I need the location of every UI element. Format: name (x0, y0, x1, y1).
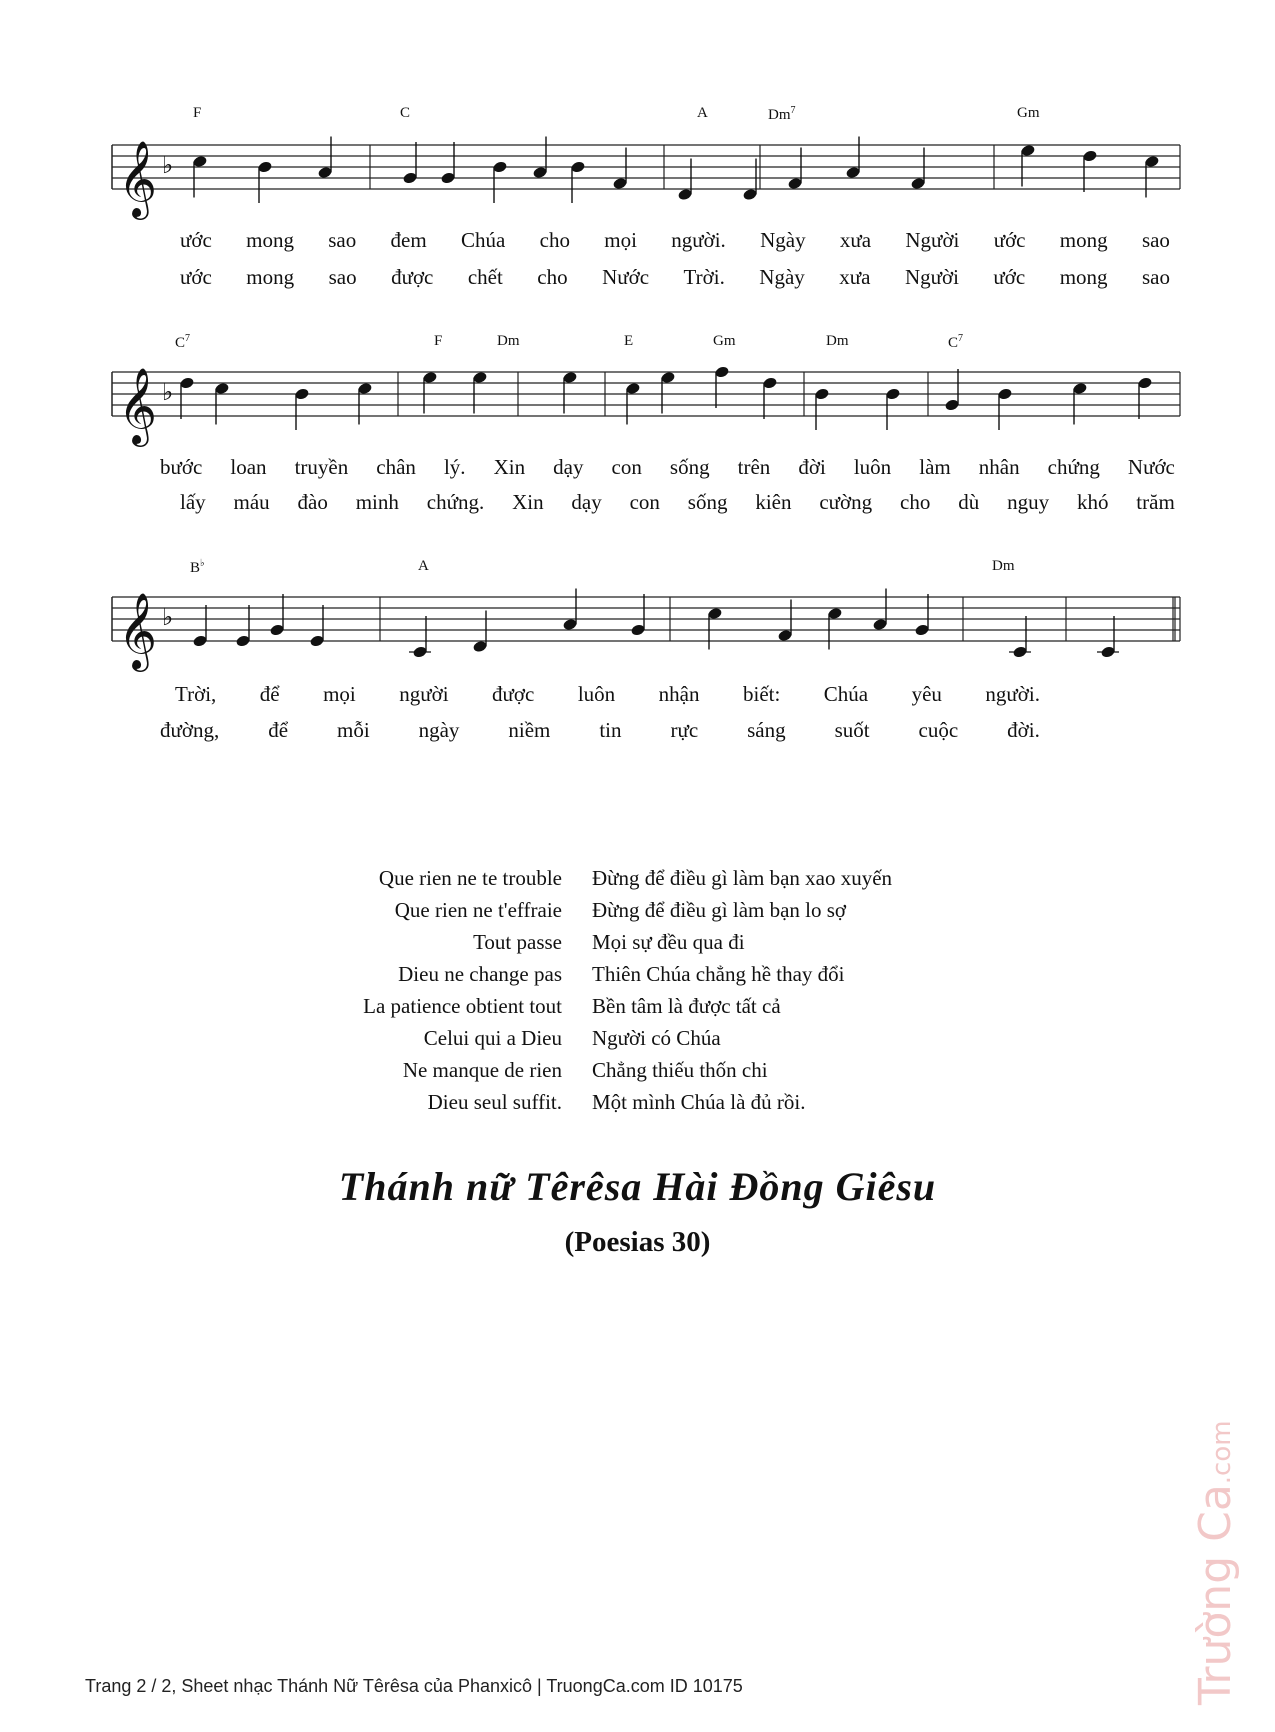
lyric-syllable: người (399, 682, 449, 706)
lyric-syllable: mong (246, 228, 294, 252)
lyric-syllable: Xin (493, 455, 526, 479)
watermark-logo (1190, 1420, 1241, 1705)
lyric-line (160, 455, 1175, 480)
poem-row (300, 1022, 1000, 1054)
lyric-syllable: mọi (604, 228, 637, 252)
lyric-syllable: xưa (839, 228, 872, 252)
lyric-syllable: Ngày (760, 228, 806, 252)
lyric-syllable: cho (537, 265, 568, 289)
poem-row (300, 862, 1000, 894)
poem-french-line: Tout passe (473, 930, 562, 954)
chord-symbol: B♭ (190, 558, 205, 576)
lyric-syllable: Chúa (823, 682, 869, 706)
lyric-syllable: mong (1059, 265, 1108, 289)
lyric-syllable: con (611, 455, 642, 479)
lyric-syllable: Ngày (759, 265, 805, 289)
chord-symbol: F (434, 333, 443, 349)
chord-symbol: Gm (713, 333, 736, 349)
lyric-syllable: tin (599, 718, 622, 742)
lyric-syllable: Người (904, 265, 959, 289)
lyric-syllable: trên (737, 455, 771, 479)
chord-symbol: Dm (992, 558, 1015, 574)
lyric-line (160, 718, 1040, 743)
lyric-syllable: chân (376, 455, 416, 479)
lyric-syllable: cuộc (918, 718, 959, 742)
poem-vietnamese-line: Thiên Chúa chẳng hề thay đổi (592, 962, 845, 986)
lyric-syllable: Chúa (461, 228, 506, 252)
poem-vietnamese-line: Đừng để điều gì làm bạn lo sợ (592, 898, 847, 922)
lyric-syllable: được (492, 682, 535, 706)
lyric-line (180, 228, 1170, 253)
lyric-syllable: người. (671, 228, 726, 252)
lyric-line (180, 490, 1175, 515)
lyric-syllable: để (268, 718, 289, 742)
lyric-syllable: rực (670, 718, 699, 742)
poem-french-line: Dieu seul suffit. (427, 1090, 562, 1114)
lyric-syllable: để (259, 682, 280, 706)
lyric-syllable: kiên (755, 490, 792, 514)
lyric-syllable: máu (233, 490, 270, 514)
lyric-syllable: bước (160, 455, 203, 479)
watermark-tld: .com (1207, 1420, 1237, 1485)
lyric-syllable: cho (900, 490, 931, 514)
chord-symbol: A (697, 105, 708, 121)
lyric-syllable: Xin (512, 490, 544, 514)
lyric-syllable: làm (919, 455, 951, 479)
lyric-syllable: chết (467, 265, 503, 289)
poem-vietnamese-line: Người có Chúa (592, 1026, 721, 1050)
key-signature-flat-icon: ♭ (162, 378, 174, 406)
lyric-syllable: được (391, 265, 434, 289)
lyric-syllable: chứng. (426, 490, 485, 514)
lyric-syllable: truyền (294, 455, 349, 479)
lyric-syllable: luôn (853, 455, 892, 479)
chord-symbol: E (624, 333, 634, 349)
lyric-syllable: mong (246, 265, 295, 289)
lyric-syllable: con (629, 490, 660, 514)
lyric-syllable: dạy (553, 455, 584, 479)
chord-symbol: F (193, 105, 202, 121)
page-footer: Trang 2 / 2, Sheet nhạc Thánh Nữ Têrêsa của Phanxicô | TruongCa.com ID 10175 (85, 1676, 743, 1696)
lyric-syllable: Người (905, 228, 960, 252)
lyric-line (180, 265, 1170, 290)
chord-symbol: Dm (826, 333, 849, 349)
poem-source: (Poesias 30) (564, 1226, 711, 1258)
lyric-syllable: dù (958, 490, 980, 514)
author-name: Thánh nữ Têrêsa Hài Đồng Giêsu (338, 1164, 937, 1209)
lyric-syllable: mong (1059, 228, 1108, 252)
treble-clef-icon: 𝄞 (118, 592, 158, 669)
lyric-syllable: sống (687, 490, 728, 514)
lyric-syllable: chứng (1047, 455, 1100, 479)
lyric-syllable: ước (993, 228, 1026, 252)
chord-symbol: Dm$^7$ (768, 105, 796, 123)
lyric-syllable: trăm (1136, 490, 1175, 514)
lyric-syllable: luôn (577, 682, 616, 706)
poem-french-line: Dieu ne change pas (398, 962, 562, 986)
poem-row (300, 958, 1000, 990)
poem-french-line: Ne manque de rien (402, 1058, 562, 1082)
lyric-syllable: Trời. (683, 265, 725, 289)
lyric-syllable: khó (1076, 490, 1109, 514)
poem-row (300, 926, 1000, 958)
treble-clef-icon: 𝄞 (118, 140, 158, 217)
lyric-syllable: lấy (180, 490, 206, 514)
lyric-syllable: yêu (911, 682, 942, 706)
lyric-line (175, 682, 1040, 707)
lyric-syllable: đời (798, 455, 826, 479)
lyric-syllable: Trời, (175, 682, 217, 706)
poem-row (300, 894, 1000, 926)
lyric-syllable: cường (819, 490, 873, 514)
lyric-syllable: lý. (443, 455, 466, 479)
lyric-syllable: minh (355, 490, 399, 514)
chord-symbol: A (418, 558, 429, 574)
key-signature-flat-icon: ♭ (162, 603, 174, 631)
lyric-syllable: loan (230, 455, 267, 479)
lyric-syllable: ước (993, 265, 1026, 289)
lyric-syllable: sống (669, 455, 710, 479)
poem-table (300, 862, 1000, 1118)
key-signature-flat-icon: ♭ (162, 151, 174, 179)
poem-row (300, 1054, 1000, 1086)
treble-clef-icon: 𝄞 (118, 367, 158, 444)
chord-symbol: Dm (497, 333, 520, 349)
chord-symbol: C (400, 105, 411, 121)
lyric-syllable: dạy (571, 490, 602, 514)
chord-symbol: $C^7$ (175, 333, 191, 351)
poem-french-line: Que rien ne te trouble (378, 866, 562, 890)
lyric-syllable: cho (539, 228, 570, 252)
poem-vietnamese-line: Chẳng thiếu thốn chi (592, 1058, 768, 1082)
chord-symbol: $C^7$ (948, 333, 964, 351)
lyric-syllable: đời. (1007, 718, 1040, 742)
lyric-syllable: mọi (323, 682, 356, 706)
lyric-syllable: đường, (160, 718, 220, 742)
lyric-syllable: ngày (418, 718, 460, 742)
lyric-syllable: xưa (839, 265, 871, 289)
lyric-syllable: nguy (1007, 490, 1050, 514)
lyric-syllable: Nước (1127, 455, 1175, 479)
lyric-syllable: sao (328, 228, 357, 252)
poem-row (300, 1086, 1000, 1118)
poem-vietnamese-line: Bền tâm là được tất cả (592, 994, 781, 1018)
lyric-syllable: Nước (602, 265, 650, 289)
poem-french-line: Celui qui a Dieu (423, 1026, 562, 1050)
lyric-syllable: sao (328, 265, 357, 289)
lyric-syllable: ước (180, 228, 212, 252)
lyric-syllable: ước (180, 265, 212, 289)
lyric-syllable: sao (1142, 265, 1170, 289)
music-score (0, 0, 1275, 840)
lyric-syllable: mỗi (336, 718, 370, 742)
lyric-syllable: sao (1141, 228, 1170, 252)
lyric-syllable: biết: (742, 682, 781, 706)
lyric-syllable: niềm (508, 718, 551, 742)
lyric-syllable: nhân (978, 455, 1020, 479)
lyric-syllable: đào (297, 490, 328, 514)
poem-vietnamese-line: Mọi sự đều qua đi (592, 930, 745, 954)
lyric-syllable: nhận (658, 682, 700, 706)
chord-symbol: Gm (1017, 105, 1040, 121)
poem-french-line: Que rien ne t'effraie (394, 898, 562, 922)
watermark-text: Trường Ca (1190, 1484, 1241, 1705)
poem-vietnamese-line: Đừng để điều gì làm bạn xao xuyến (592, 866, 893, 890)
poem-french-line: La patience obtient tout (363, 994, 562, 1018)
lyric-syllable: suốt (834, 718, 870, 742)
lyric-syllable: đem (390, 228, 427, 252)
poem-row (300, 990, 1000, 1022)
poem-vietnamese-line: Một mình Chúa là đủ rồi. (592, 1090, 806, 1114)
lyric-syllable: sáng (747, 718, 786, 742)
lyric-syllable: người. (985, 682, 1040, 706)
